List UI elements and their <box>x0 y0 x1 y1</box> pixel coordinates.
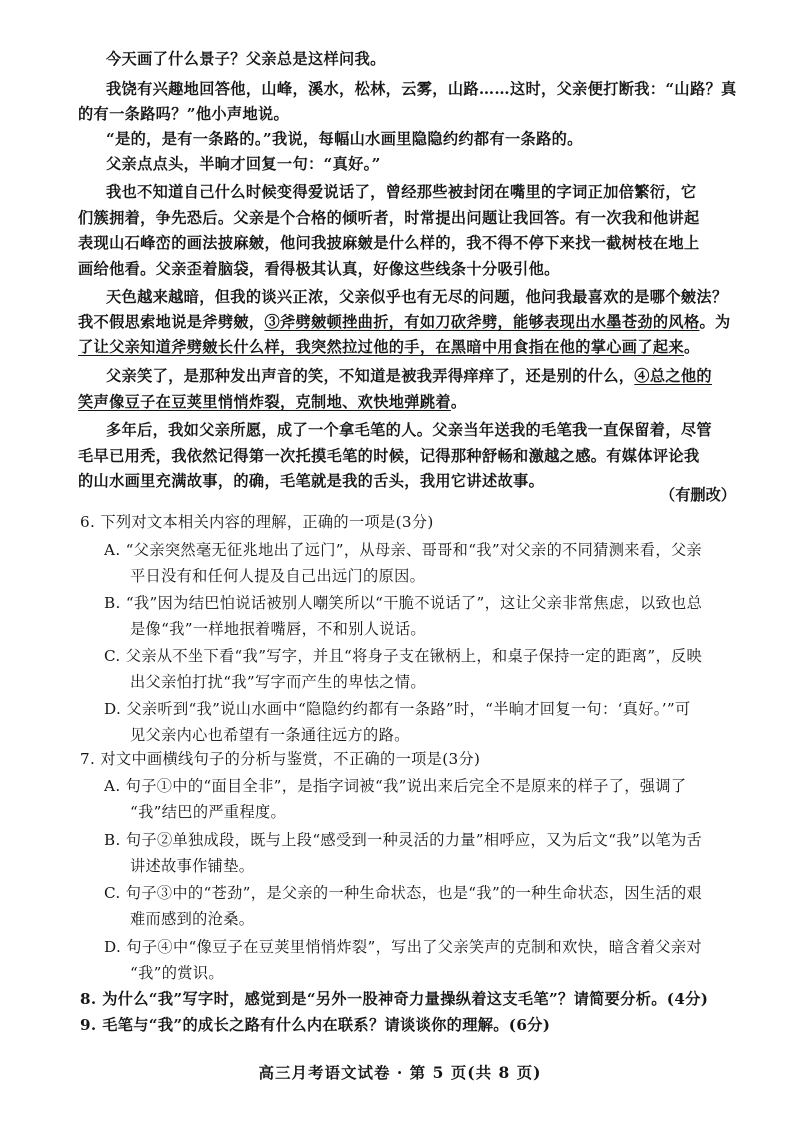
passage-para-5-line-4: 画给他看。父亲歪着脑袋，看得极其认真，好像这些线条十分吸引他。 <box>78 260 560 278</box>
q6-option-b-line-2: 是像“我”一样地抿着嘴唇，不和别人说话。 <box>130 620 426 638</box>
question-8: 8. 为什么“我”写字时，感觉到是“另外一股神奇力量操纵着这支毛笔”？请简要分析。(4分) <box>80 990 709 1008</box>
passage-para-8-line-1: 多年后，我如父亲所愿，成了一个拿毛笔的人。父亲当年送我的毛笔我一直保留着，尽管 <box>106 421 712 439</box>
passage-para-3: “是的，是有一条路的。”我说，每幅山水画里隐隐约约都有一条路的。 <box>106 130 583 148</box>
underlined-sentence-3: ③斧劈皴顿挫曲折，有如刀砍斧劈，能够表现出水墨苍劲的风格 <box>264 313 700 331</box>
question-9: 9. 毛笔与“我”的成长之路有什么内在联系？请谈谈你的理解。(6分) <box>80 1016 551 1034</box>
q6-option-b-line-1: B. “我”因为结巴怕说话被别人嘲笑所以“干脆不说话了”，这让父亲非常焦虑，以致也总 <box>104 594 703 612</box>
q6-option-a-line-2: 平日没有和任何人提及自己出远门的原因。 <box>130 567 426 585</box>
passage-para-5-line-3: 表现山石峰峦的画法披麻皴，他问我披麻皴是什么样的，我不得不停下来找一截树枝在地上 <box>78 234 700 252</box>
underlined-sentence-4: ④总之他的 <box>634 367 712 385</box>
para-6-line-3-tail: 。 <box>683 338 700 356</box>
passage-para-8-line-2: 毛早已用秃，我依然记得第一次托摸毛笔的时候，记得那种舒畅和激越之感。有媒体评论我 <box>78 447 700 465</box>
q6-option-d-line-1: D. 父亲听到“我”说山水画中“隐隐约约都有一条路”时，“半晌才回复一句：‘真好。’”可 <box>104 700 691 718</box>
q7-option-c-line-2: 难而感到的沧桑。 <box>130 910 255 928</box>
q7-option-c-line-1: C. 句子③中的“苍劲”，是父亲的一种生命状态，也是“我”的一种生命状态，因生活的艰 <box>104 884 703 902</box>
passage-para-1: 今天画了什么景子？父亲总是这样问我。 <box>106 50 386 68</box>
passage-para-7-line-1 <box>106 366 756 386</box>
para-6-line-2-text: 我不假思索地说是斧劈皴， <box>78 313 265 331</box>
q6-option-a-line-1: A. “父亲突然毫无征兆地出了远门”，从母亲、哥哥和“我”对父亲的不同猜测来看，父亲 <box>104 541 702 559</box>
passage-para-7-line-2 <box>78 392 728 412</box>
passage-para-6-line-2 <box>78 312 731 332</box>
q7-option-d-line-2: “我”的赏识。 <box>130 964 224 982</box>
q6-option-c-line-2: 出父亲怕打扰“我”写字而产生的卑怯之情。 <box>130 673 426 691</box>
source-note: （有删改） <box>660 486 736 504</box>
passage-para-8-line-3: 的山水画里充满故事，的确，毛笔就是我的舌头，我用它讲述故事。 <box>78 472 545 490</box>
q6-option-d-line-2: 见父亲内心也希望有一条通往远方的路。 <box>130 726 410 744</box>
passage-para-5-line-2: 们簇拥着，争先恐后。父亲是个合格的倾听者，时常提出问题让我回答。有一次我和他讲起 <box>78 209 700 227</box>
q7-option-a-line-2: “我”结巴的严重程度。 <box>130 803 287 821</box>
question-6-stem: 6. 下列对文本相关内容的理解，正确的一项是(3分) <box>80 513 434 531</box>
passage-para-6-line-1: 天色越来越暗，但我的谈兴正浓，父亲似乎也有无尽的问题，他问我最喜欢的是哪个皴法？ <box>106 288 728 306</box>
passage-para-6-line-3 <box>78 337 728 357</box>
q6-option-c-line-1: C. 父亲从不坐下看“我”写字，并且“将身子支在锹柄上，和桌子保持一定的距离”，反映 <box>104 647 703 665</box>
underlined-sentence-3-continued: 了让父亲知道斧劈皴长什么样，我突然拉过他的手，在黑暗中用食指在他的掌心画了起来 <box>78 338 684 356</box>
passage-para-5-line-1: 我也不知道自己什么时候变得爱说话了，曾经那些被封闭在嘴里的字词正加倍繁衍，它 <box>106 183 697 201</box>
passage-para-4: 父亲点点头，半晌才回复一句：“真好。” <box>106 155 381 173</box>
para-6-line-2-tail: 。为 <box>699 313 731 331</box>
para-7-line-1-text: 父亲笑了，是那种发出声音的笑，不知道是被我弄得痒痒了，还是别的什么， <box>106 367 635 385</box>
passage-para-2-line-1: 我饶有兴趣地回答他，山峰，溪水，松林，云雾，山路……这时，父亲便打断我：“山路？真 <box>106 80 737 98</box>
para-7-line-2-tail: 。 <box>450 393 467 411</box>
passage-para-2-line-2: 的有一条路吗？”他小声地说。 <box>78 105 290 123</box>
q7-option-d-line-1: D. 句子④中“像豆子在豆荚里悄悄炸裂”，写出了父亲笑声的克制和欢快，暗含着父亲对 <box>104 938 702 956</box>
underlined-sentence-4-continued: 笑声像豆子在豆荚里悄悄炸裂，克制地、欢快地弹跳着 <box>78 393 451 411</box>
q7-option-b-line-2: 讲述故事作铺垫。 <box>130 857 255 875</box>
question-7-stem: 7. 对文中画横线句子的分析与鉴赏，不正确的一项是(3分) <box>80 750 481 768</box>
q7-option-a-line-1: A. 句子①中的“面目全非”，是指字词被“我”说出来后完全不是原来的样子了，强调了 <box>104 777 687 795</box>
q7-option-b-line-1: B. 句子②单独成段，既与上段“感受到一种灵活的力量”相呼应，又为后文“我”以笔为舌 <box>104 831 703 849</box>
page-footer: 高三月考语文试卷 · 第 5 页(共 8 页) <box>258 1063 542 1082</box>
